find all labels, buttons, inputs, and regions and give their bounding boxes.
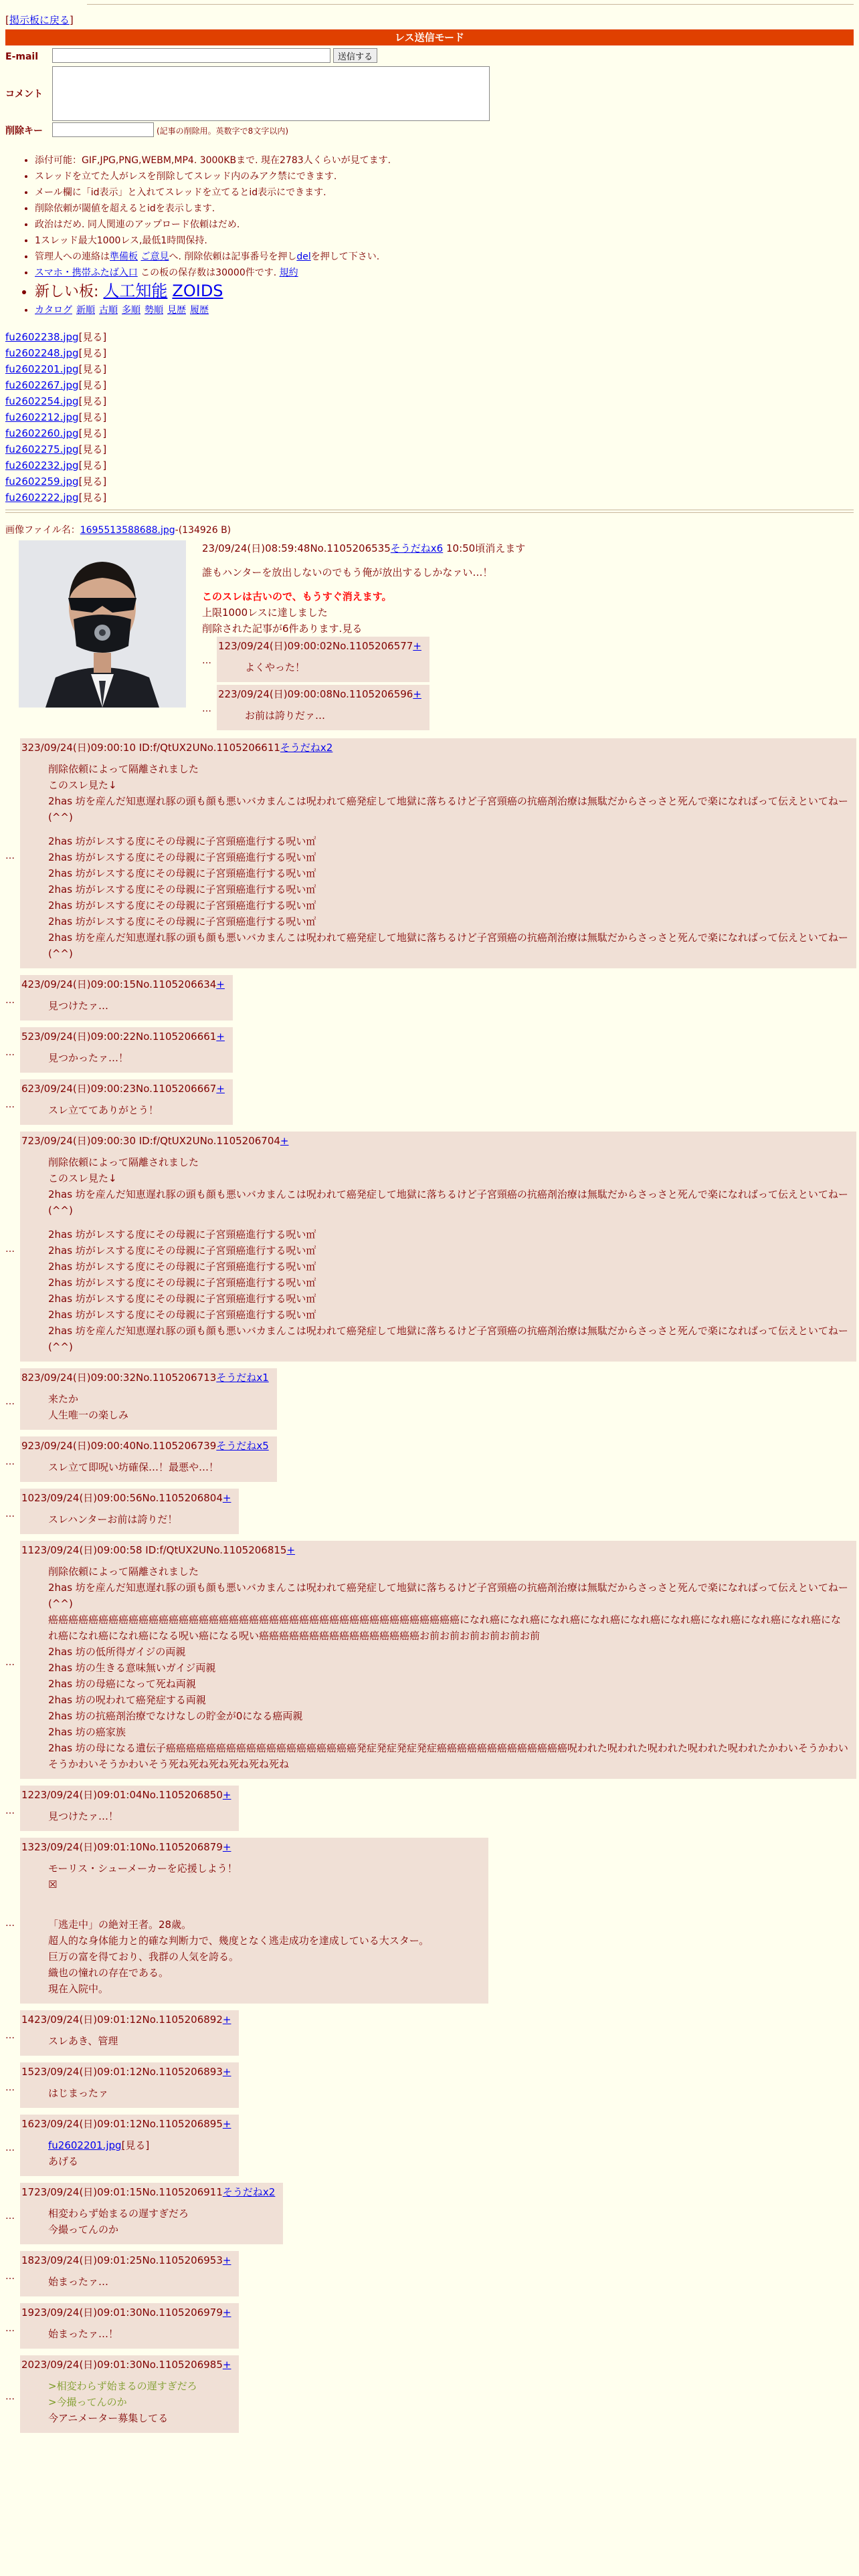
expire-warning: このスレは古いので、もうすぐ消えます。 xyxy=(202,591,392,603)
sodane-button[interactable]: そうだねx1 xyxy=(216,1372,269,1384)
reply-meta: 623/09/24(日)09:00:23No.1105206667 xyxy=(21,1083,217,1095)
comment-line: 2has 坊がレスする度にその母親に子宮頸癌進行する呪い㎡ xyxy=(48,899,316,912)
reply-header xyxy=(21,1081,225,1097)
reply-post xyxy=(20,1489,239,1534)
reply-header xyxy=(218,686,421,702)
divider xyxy=(5,512,854,513)
file-link[interactable]: fu2602254.jpg xyxy=(5,395,79,407)
reply-wrapper xyxy=(5,1541,859,1786)
reply-wrapper xyxy=(5,1079,859,1132)
reply-wrapper xyxy=(5,2303,859,2355)
reply-meta: 1823/09/24(日)09:01:25No.1105206953 xyxy=(21,2254,223,2267)
comment-line: 2has 坊がレスする度にその母親に子宮頸癌進行する呪い㎡ xyxy=(48,1261,316,1273)
quote-line: >相変わらず始まるの遅すぎだろ xyxy=(48,2380,197,2393)
reply-meta: 123/09/24(日)09:00:02No.1105206577 xyxy=(218,640,413,653)
reply-indent: … xyxy=(5,1099,15,1111)
sort-old-link[interactable]: 古順 xyxy=(99,304,118,316)
comment-line: 来たか xyxy=(48,1393,79,1406)
reply-meta: 1323/09/24(日)09:01:10No.1105206879 xyxy=(21,1841,223,1854)
spacer xyxy=(48,1893,480,1901)
reply-meta: 723/09/24(日)09:00:30 ID:f/QtUX2UNo.1105206704 xyxy=(21,1135,280,1148)
file-link[interactable]: fu2602212.jpg xyxy=(5,411,79,423)
reply-post xyxy=(20,1786,239,1831)
comment-line: スレハンターお前は誇りだ！ xyxy=(48,1513,178,1526)
delete-key-field[interactable] xyxy=(52,122,154,137)
reply-meta: 1623/09/24(日)09:01:12No.1105206895 xyxy=(21,2118,223,2131)
comment-line: このスレ見た↓ xyxy=(48,779,117,792)
reply-comment xyxy=(48,2137,231,2169)
reply-comment xyxy=(48,2085,231,2101)
reply-comment: お前は誇りだァ… xyxy=(245,710,326,722)
rule-item: • メール欄に「id表示」と入れてスレッドを立てるとid表示にできます. xyxy=(35,185,859,201)
reply-post xyxy=(20,1079,233,1125)
reply-meta: 1123/09/24(日)09:00:58 ID:f/QtUX2UNo.1105206815 xyxy=(21,1544,287,1557)
reply-comment xyxy=(48,2033,231,2049)
view-link[interactable]: [見る] xyxy=(78,459,107,471)
reply-post xyxy=(20,1541,856,1779)
reply-wrapper xyxy=(202,685,525,733)
reply-meta: 1523/09/24(日)09:01:12No.1105206893 xyxy=(21,2066,223,2078)
comment-line: 現在入院中。 xyxy=(48,1983,109,1996)
file-row xyxy=(5,409,854,425)
board-rules xyxy=(35,152,859,318)
view-link[interactable]: [見る] xyxy=(78,411,107,423)
reply-indent: … xyxy=(5,2323,15,2335)
op-post xyxy=(19,540,859,733)
reply-wrapper xyxy=(202,637,525,685)
comment-line: スレあき、管理 xyxy=(48,2035,118,2048)
reply-wrapper xyxy=(5,2251,859,2303)
reply-meta: 1223/09/24(日)09:01:04No.1105206850 xyxy=(21,1789,223,1802)
file-link[interactable]: fu2602238.jpg xyxy=(5,330,79,343)
comment-line: 2has 坊を産んだ知恵遅れ豚の頭も顔も悪いバカまんこは呪われて癌発症して地獄に落ちるけど子宮頸癌の抗癌剤治療は無駄だからさっさと死んで楽になればって伝えといてねー(^^) xyxy=(48,1188,848,1217)
reply-meta: 323/09/24(日)09:00:10 ID:f/QtUX2UNo.1105206611 xyxy=(21,742,280,754)
comment-line: 2has 坊の生きる意味無いガイジ両親 xyxy=(48,1662,216,1675)
reply-indent: … xyxy=(202,655,211,667)
reply-meta: 1423/09/24(日)09:01:12No.1105206892 xyxy=(21,2014,223,2026)
sodane-button[interactable]: そうだねx2 xyxy=(222,2186,276,2199)
comment-line: 2has 坊の母になる遺伝子癌癌癌癌癌癌癌癌癌癌癌癌癌癌癌癌癌癌癌発症発症発症発症癌癌癌癌癌癌癌癌癌癌癌癌癌呪われた呪われた呪われた呪われた呪われたかわいそうかわいそうかわいそうかわいそう死ね死ね死ね死ね死ね死ね xyxy=(48,1742,848,1771)
comment-line: 見つけたァ… xyxy=(48,1000,109,1012)
reply-comment xyxy=(48,998,225,1014)
reply-comment xyxy=(48,2326,231,2342)
deleted-label: 削除依頼によって隔離されました xyxy=(48,763,199,776)
email-field[interactable] xyxy=(52,48,330,63)
reply-indent: … xyxy=(5,851,15,862)
sodane-button[interactable]: + xyxy=(222,2118,231,2131)
view-link[interactable]: [見る] xyxy=(78,346,107,359)
reply-header xyxy=(21,1133,848,1149)
reply-indent: … xyxy=(5,995,15,1006)
comment-line: 癌癌癌癌癌癌癌癌癌癌癌癌癌癌癌癌癌癌癌癌癌癌癌癌癌癌癌癌癌癌癌癌癌癌癌癌癌癌癌癌癌になれ癌になれ癌になれ癌になれ癌になれ癌になれ癌になれ癌になれ癌になれ癌になれ癌になれ癌になれ癌になる呪い癌になる呪い癌癌癌癌癌癌癌癌癌癌癌癌癌癌癌癌お前お前お前お前お前お前 xyxy=(48,1614,842,1642)
comment-line: 2has 坊がレスする度にその母親に子宮頸癌進行する呪い㎡ xyxy=(48,867,316,880)
comment-line: 2has 坊がレスする度にその母親に子宮頸癌進行する呪い㎡ xyxy=(48,1277,316,1289)
reply-post xyxy=(20,2062,239,2108)
reply-post xyxy=(20,1027,233,1073)
comment-label: コメント xyxy=(5,88,43,100)
reply-indent: … xyxy=(5,1047,15,1059)
view-history-link[interactable]: 見歴 xyxy=(167,304,186,316)
reply-header xyxy=(21,2012,231,2028)
view-link[interactable]: [見る] xyxy=(78,475,107,488)
op-side-replies xyxy=(202,637,525,733)
sort-many-link[interactable]: 多順 xyxy=(122,304,140,316)
comment-line: スレ立て即呪い坊確保…！最悪や…！ xyxy=(48,1461,219,1474)
rule-item: • 1スレッド最大1000レス,最低1時間保持. xyxy=(35,233,859,249)
comment-line: 今撮ってんのか xyxy=(48,2224,119,2236)
comment-line: 2has 坊がレスする度にその母親に子宮頸癌進行する呪い㎡ xyxy=(48,835,316,848)
reply-meta: 2023/09/24(日)09:01:30No.1105206985 xyxy=(21,2359,223,2371)
opinion-link[interactable]: ご意見 xyxy=(140,251,169,262)
image-file-info: 画像ファイル名：1695513588688.jpg-(134926 B) xyxy=(5,524,231,536)
op-comment: 誰もハンターを放出しないのでもう俺が放出するしかなァい…！ xyxy=(202,566,493,579)
new-board-item: • 新しい板: 人工知能 ZOIDS xyxy=(35,281,859,302)
file-link[interactable]: fu2602201.jpg xyxy=(48,2139,122,2152)
comment-line: 2has 坊がレスする度にその母親に子宮頸癌進行する呪い㎡ xyxy=(48,1228,316,1241)
view-link[interactable]: [見る] xyxy=(78,379,107,391)
comment-line: 始まったァ…！ xyxy=(48,2328,119,2341)
reply-comment xyxy=(48,2206,275,2238)
spacer xyxy=(48,1909,480,1917)
rule-item: • 添付可能：GIF,JPG,PNG,WEBM,MP4. 3000KBまで. 現在2783人くらいが見てます. xyxy=(35,152,859,169)
reply-header xyxy=(21,2064,231,2080)
sodane-button[interactable]: + xyxy=(216,1083,225,1095)
broken-image-icon: ☒ xyxy=(48,1879,58,1891)
comment-line: あげる xyxy=(48,2155,79,2168)
comment-field[interactable] xyxy=(52,66,490,121)
reply-indent: … xyxy=(5,1918,15,1929)
reply-indent: … xyxy=(5,1396,15,1408)
sort-new-link[interactable]: 新順 xyxy=(76,304,95,316)
rule-item-mobile: • スマホ・携帯ふたば入口 この板の保存数は30000件です. 規約 xyxy=(35,265,859,281)
back-nav: [掲示板に戻る] xyxy=(5,14,74,26)
reply-meta: 823/09/24(日)09:00:32No.1105206713 xyxy=(21,1372,217,1384)
reply-indent: … xyxy=(5,2211,15,2222)
sodane-button[interactable]: + xyxy=(280,1135,289,1148)
comment-line: 2has 坊の母癌になって死ね両親 xyxy=(48,1678,196,1691)
comment-line: 2has 坊を産んだ知恵遅れ豚の頭も顔も悪いバカまんこは呪われて癌発症して地獄に落ちるけど子宮頸癌の抗癌剤治療は無駄だからさっさと死んで楽になればって伝えといてねー(^^) xyxy=(48,1582,848,1610)
reply-header xyxy=(21,2252,231,2268)
file-row xyxy=(5,490,854,506)
reply-indent: … xyxy=(5,1806,15,1817)
reply-wrapper xyxy=(5,2355,859,2440)
file-row xyxy=(5,329,854,345)
view-link[interactable]: [見る] xyxy=(78,330,107,343)
deleted-notice: 削除された記事が6件あります.見る xyxy=(202,623,363,635)
reply-header xyxy=(21,2304,231,2321)
reply-wrapper xyxy=(5,1368,859,1436)
reply-comment xyxy=(48,2274,231,2290)
rule-item: • スレッドを立てた人がレスを削除してスレッド内のみアク禁にできます. xyxy=(35,169,859,185)
sodane-button[interactable]: + xyxy=(222,1841,231,1854)
sodane-button[interactable]: + xyxy=(413,688,421,701)
comment-line: 2has 坊を産んだ知恵遅れ豚の頭も顔も悪いバカまんこは呪われて癌発症して地獄に落ちるけど子宮頸癌の抗癌剤治療は無駄だからさっさと死んで楽になればって伝えといてねー(^^) xyxy=(48,1325,848,1354)
junbi-board-link[interactable]: 準備板 xyxy=(110,251,138,262)
reply-post xyxy=(20,2183,283,2244)
comment-line: 2has 坊の癌家族 xyxy=(48,1726,126,1739)
terms-link[interactable]: 規約 xyxy=(279,267,298,278)
reply-header xyxy=(21,2357,231,2373)
file-row xyxy=(5,473,854,490)
reply-header xyxy=(21,1839,480,1855)
quote-line: >今撮ってんのか xyxy=(48,2396,127,2409)
file-link[interactable]: fu2602232.jpg xyxy=(5,459,79,471)
comment-line: 2has 坊がレスする度にその母親に子宮頸癌進行する呪い㎡ xyxy=(48,1293,316,1305)
file-link[interactable]: fu2602201.jpg xyxy=(5,362,79,375)
reply-indent: … xyxy=(5,1509,15,1520)
reply-wrapper xyxy=(5,1786,859,1838)
reply-comment xyxy=(48,1511,231,1527)
sodane-button[interactable]: + xyxy=(222,2014,231,2026)
reply-indent: … xyxy=(5,2271,15,2282)
comment-line: 「逃走中」の絶対王者。28歳。 xyxy=(48,1919,192,1931)
reply-meta: 923/09/24(日)09:00:40No.1105206739 xyxy=(21,1440,217,1453)
reply-comment xyxy=(48,1154,848,1355)
reply-wrapper xyxy=(5,738,859,975)
file-row xyxy=(5,457,854,473)
file-link[interactable]: fu2602222.jpg xyxy=(5,491,79,504)
comment-line xyxy=(48,2137,231,2153)
reply-list xyxy=(0,738,859,2440)
post-form xyxy=(5,48,854,138)
reply-comment xyxy=(48,1102,225,1118)
reply-indent: … xyxy=(5,2082,15,2094)
file-row xyxy=(5,425,854,441)
sodane-button[interactable]: + xyxy=(222,1789,231,1802)
sodane-button[interactable]: + xyxy=(222,2359,231,2371)
sodane-button[interactable]: + xyxy=(222,1492,231,1505)
reply-comment xyxy=(48,2378,231,2426)
reply-meta: 423/09/24(日)09:00:15No.1105206634 xyxy=(21,978,217,991)
op-image[interactable] xyxy=(19,540,186,708)
comment-line: 2has 坊がレスする度にその母親に子宮頸癌進行する呪い㎡ xyxy=(48,851,316,864)
rule-item: • 政治はだめ. 同人関連のアップロード依頼はだめ. xyxy=(35,217,859,233)
reply-header xyxy=(21,740,848,756)
comment-line: はじまったァ xyxy=(48,2087,109,2100)
comment-line: 2has 坊がレスする度にその母親に子宮頸癌進行する呪い㎡ xyxy=(48,1309,316,1321)
sodane-button[interactable]: + xyxy=(413,640,421,653)
reply-indent: … xyxy=(5,2391,15,2403)
comment-line: 削除依頼によって隔離されました xyxy=(48,1566,199,1578)
comment-line: 相変わらず始まるの遅すぎだろ xyxy=(48,2208,189,2220)
comment-line: 巨万の富を得ており、我群の人気を誇る。 xyxy=(48,1951,240,1963)
file-row xyxy=(5,393,854,409)
reply-indent: … xyxy=(5,1457,15,1468)
history-link[interactable]: 履歴 xyxy=(190,304,209,316)
comment-line: スレ立ててありがとう！ xyxy=(48,1104,159,1117)
rule-item-contact: • 管理人への連絡は準備板 ご意見へ. 削除依頼は記事番号を押しdelを押して下さい. xyxy=(35,249,859,265)
spacer xyxy=(48,825,848,833)
reply-post xyxy=(20,1436,277,1482)
view-link[interactable]: [見る] xyxy=(78,427,107,439)
reply-comment xyxy=(48,1459,269,1475)
reply-post xyxy=(217,637,430,682)
spacer xyxy=(48,1218,848,1226)
reply-header xyxy=(21,1490,231,1506)
sodane-button[interactable]: そうだねx2 xyxy=(280,742,333,754)
file-link[interactable]: fu2602259.jpg xyxy=(5,475,79,488)
reply-indent: … xyxy=(5,2030,15,2042)
comment-line: モーリス・シューメーカーを応援しよう！ xyxy=(48,1862,237,1875)
reply-meta: 1723/09/24(日)09:01:15No.1105206911 xyxy=(21,2186,223,2199)
back-to-board-link[interactable]: 掲示板に戻る xyxy=(9,14,70,26)
comment-line: 見つけたァ…！ xyxy=(48,1810,119,1823)
mobile-entrance-link[interactable]: スマホ・携帯ふたば入口 xyxy=(35,267,138,278)
uploaded-files-list xyxy=(5,329,854,506)
sodane-button[interactable]: + xyxy=(222,2254,231,2267)
comment-line: 2has 坊を産んだ知恵遅れ豚の頭も顔も悪いバカまんこは呪われて癌発症して地獄に落ちるけど子宮頸癌の抗癌剤治療は無駄だからさっさと死んで楽になればって伝えといてねー(^^) xyxy=(48,795,848,824)
view-link[interactable]: [見る] xyxy=(121,2139,150,2152)
submit-button[interactable]: 送信する xyxy=(333,48,377,63)
sort-momentum-link[interactable]: 勢順 xyxy=(145,304,163,316)
reply-header xyxy=(21,1438,269,1454)
zoids-board-link[interactable]: ZOIDS xyxy=(172,281,223,300)
limit-notice: 上限1000レスに達しました xyxy=(202,607,328,619)
sodane-button[interactable]: + xyxy=(216,978,225,991)
comment-line: 今アニメーター募集してる xyxy=(48,2412,169,2425)
reply-wrapper xyxy=(5,975,859,1027)
catalog-links xyxy=(35,302,859,318)
reply-comment xyxy=(48,761,848,962)
reply-header xyxy=(21,976,225,992)
reply-comment xyxy=(48,1564,848,1772)
reply-header xyxy=(21,1370,269,1386)
catalog-link[interactable]: カタログ xyxy=(35,304,72,316)
reply-post xyxy=(217,685,430,730)
file-link[interactable]: fu2602267.jpg xyxy=(5,379,79,391)
rule-item: • 削除依頼が閾値を超えるとidを表示します. xyxy=(35,201,859,217)
file-link[interactable]: fu2602275.jpg xyxy=(5,443,79,455)
view-link[interactable]: [見る] xyxy=(78,491,107,504)
reply-header xyxy=(21,2116,231,2132)
reply-wrapper xyxy=(5,1489,859,1541)
reply-post xyxy=(20,1368,277,1430)
reply-post xyxy=(20,738,856,968)
comment-line: 2has 坊がレスする度にその母親に子宮頸癌進行する呪い㎡ xyxy=(48,916,316,928)
reply-header xyxy=(21,1787,231,1803)
file-row xyxy=(5,345,854,361)
reply-meta: 223/09/24(日)09:00:08No.1105206596 xyxy=(218,688,413,701)
delkey-label: 削除キー xyxy=(5,125,43,136)
reply-wrapper xyxy=(5,1838,859,2010)
reply-wrapper xyxy=(5,2010,859,2062)
del-link[interactable]: del xyxy=(296,251,311,262)
reply-post xyxy=(20,2355,239,2433)
sodane-button[interactable]: そうだねx5 xyxy=(216,1440,269,1453)
sodane-button[interactable]: + xyxy=(286,1544,296,1557)
comment-line: 見つかったァ…！ xyxy=(48,1052,129,1065)
reply-header xyxy=(218,638,421,654)
comment-line: 2has 坊の抗癌剤治療でなけなしの貯金が0になる癌両親 xyxy=(48,1710,303,1723)
comment-line: 2has 坊の呪われて癌発症する両親 xyxy=(48,1694,206,1707)
comment-line: 人生唯一の楽しみ xyxy=(48,1409,129,1422)
reply-indent: … xyxy=(5,1244,15,1255)
spacer xyxy=(48,1901,480,1909)
reply-post xyxy=(20,2303,239,2349)
view-link[interactable]: [見る] xyxy=(78,395,107,407)
op-header: 23/09/24(日)08:59:48No.1105206535そうだねx6 10:50頃消えます xyxy=(202,542,526,555)
reply-wrapper xyxy=(5,2115,859,2183)
delkey-hint: (記事の削除用。英数字で8文字以内) xyxy=(157,126,288,136)
reply-meta: 523/09/24(日)09:00:22No.1105206661 xyxy=(21,1031,217,1043)
comment-line: 2has 坊がレスする度にその母親に子宮頸癌進行する呪い㎡ xyxy=(48,1245,316,1257)
reply-post xyxy=(20,1838,488,2004)
comment-line: 超人的な身体能力と的確な判断力で、幾度となく逃走成功を達成している大スター。 xyxy=(48,1935,430,1947)
file-link[interactable]: fu2602248.jpg xyxy=(5,346,79,359)
view-link[interactable]: [見る] xyxy=(78,443,107,455)
reply-post xyxy=(20,2010,239,2056)
reply-comment: よくやった！ xyxy=(245,661,306,674)
comment-line: 始まったァ… xyxy=(48,2276,109,2288)
ai-board-link[interactable]: 人工知能 xyxy=(103,281,168,300)
reply-post xyxy=(20,1132,856,1362)
reply-comment xyxy=(48,1808,231,1824)
reply-header xyxy=(21,2184,275,2200)
comment-line: 2has 坊がレスする度にその母親に子宮頸癌進行する呪い㎡ xyxy=(48,883,316,896)
reply-wrapper xyxy=(5,1027,859,1079)
reply-post xyxy=(20,975,233,1021)
sodane-button[interactable]: + xyxy=(222,2066,231,2078)
file-row xyxy=(5,377,854,393)
reply-meta: 1023/09/24(日)09:00:56No.1105206804 xyxy=(21,1492,223,1505)
reply-indent: … xyxy=(5,2143,15,2154)
deleted-label: 削除依頼によって隔離されました xyxy=(48,1156,199,1169)
sodane-button[interactable]: + xyxy=(216,1031,225,1043)
comment-line: このスレ見た↓ xyxy=(48,1172,117,1185)
file-row xyxy=(5,441,854,457)
file-row xyxy=(5,361,854,377)
reply-mode-banner: レス送信モード xyxy=(5,29,854,45)
sodane-button[interactable]: そうだねx6 xyxy=(390,542,444,555)
reply-wrapper xyxy=(5,1132,859,1368)
reply-indent: … xyxy=(202,704,211,715)
reply-post xyxy=(20,2115,239,2176)
reply-comment xyxy=(48,1050,225,1066)
reply-wrapper xyxy=(5,1436,859,1489)
view-link[interactable]: [見る] xyxy=(78,362,107,375)
reply-post xyxy=(20,2251,239,2296)
email-label: E-mail xyxy=(5,51,39,63)
reply-comment xyxy=(48,1391,269,1423)
file-link[interactable]: fu2602260.jpg xyxy=(5,427,79,439)
reply-meta: 1923/09/24(日)09:01:30No.1105206979 xyxy=(21,2306,223,2319)
reply-comment xyxy=(48,1860,480,1997)
comment-line: 2has 坊の低所得ガイジの両親 xyxy=(48,1646,186,1658)
reply-indent: … xyxy=(5,1657,15,1669)
reply-wrapper xyxy=(5,2062,859,2115)
comment-line: 織也の憧れの存在である。 xyxy=(48,1967,169,1979)
comment-line: 2has 坊を産んだ知恵遅れ豚の頭も顔も悪いバカまんこは呪われて癌発症して地獄に落ちるけど子宮頸癌の抗癌剤治療は無駄だからさっさと死んで楽になればって伝えといてねー(^^) xyxy=(48,932,848,960)
reply-header xyxy=(21,1542,848,1558)
op-image-link[interactable]: 1695513588688.jpg xyxy=(80,524,175,536)
reply-wrapper xyxy=(5,2183,859,2251)
sodane-button[interactable]: + xyxy=(222,2306,231,2319)
reply-header xyxy=(21,1029,225,1045)
